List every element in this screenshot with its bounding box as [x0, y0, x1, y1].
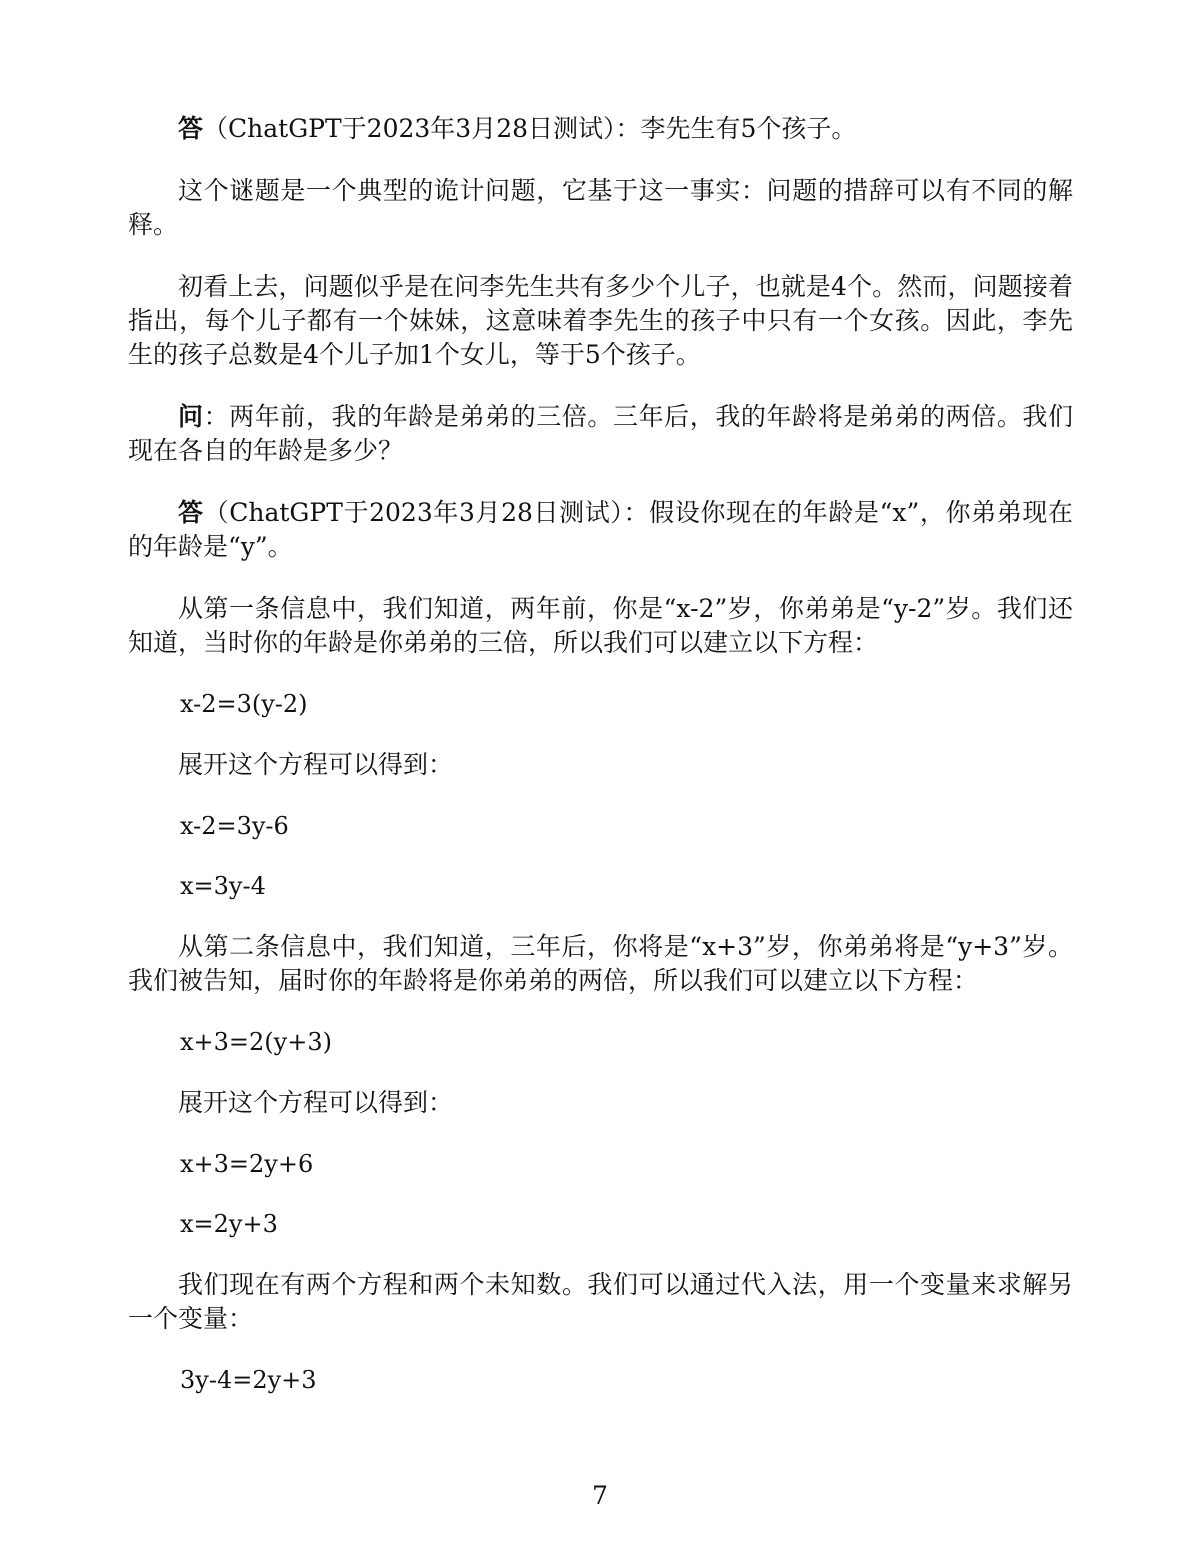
question-label: 问	[178, 402, 204, 431]
equation: x+3=2y+6	[180, 1150, 314, 1178]
question-paragraph	[128, 400, 1073, 468]
answer-label: 答	[178, 498, 204, 527]
equation: 3y-4=2y+3	[180, 1366, 317, 1394]
body-paragraph: 我们现在有两个方程和两个未知数。我们可以通过代入法，用一个变量来求解另一个变量：	[128, 1270, 1073, 1333]
question-text: ：两年前，我的年龄是弟弟的三倍。三年后，我的年龄将是弟弟的两倍。我们现在各自的年龄是多少？	[128, 402, 1073, 465]
equation: x=2y+3	[180, 1210, 278, 1238]
answer-label: 答	[178, 114, 204, 143]
body-paragraph: 展开这个方程可以得到：	[178, 1088, 454, 1117]
body-paragraph: 这个谜题是一个典型的诡计问题，它基于这一事实：问题的措辞可以有不同的解释。	[128, 176, 1073, 239]
equation: x=3y-4	[180, 872, 266, 900]
answer-text: （ChatGPT于2023年3月28日测试）：假设你现在的年龄是“x”，你弟弟现在的年龄是“y”。	[128, 498, 1073, 561]
equation: x-2=3y-6	[180, 812, 289, 840]
equation: x-2=3(y-2)	[180, 690, 308, 718]
page-number: 7	[592, 1481, 608, 1510]
answer-text: （ChatGPT于2023年3月28日测试）：李先生有5个孩子。	[203, 114, 857, 143]
equation: x+3=2(y+3)	[180, 1028, 332, 1056]
body-paragraph: 初看上去，问题似乎是在问李先生共有多少个儿子，也就是4个。然而，问题接着指出，每个儿子都有一个妹妹，这意味着李先生的孩子中只有一个女孩。因此，李先生的孩子总数是4个儿子加1个女儿，等于5个孩子。	[128, 272, 1073, 369]
body-paragraph: 从第一条信息中，我们知道，两年前，你是“x-2”岁，你弟弟是“y-2”岁。我们还知道，当时你的年龄是你弟弟的三倍，所以我们可以建立以下方程：	[128, 594, 1073, 657]
answer-paragraph	[128, 496, 1073, 564]
body-paragraph: 展开这个方程可以得到：	[178, 750, 454, 779]
answer-paragraph	[128, 112, 1073, 146]
body-paragraph: 从第二条信息中，我们知道，三年后，你将是“x+3”岁，你弟弟将是“y+3”岁。我们被告知，届时你的年龄将是你弟弟的两倍，所以我们可以建立以下方程：	[128, 932, 1073, 995]
page-body	[128, 112, 1073, 1424]
